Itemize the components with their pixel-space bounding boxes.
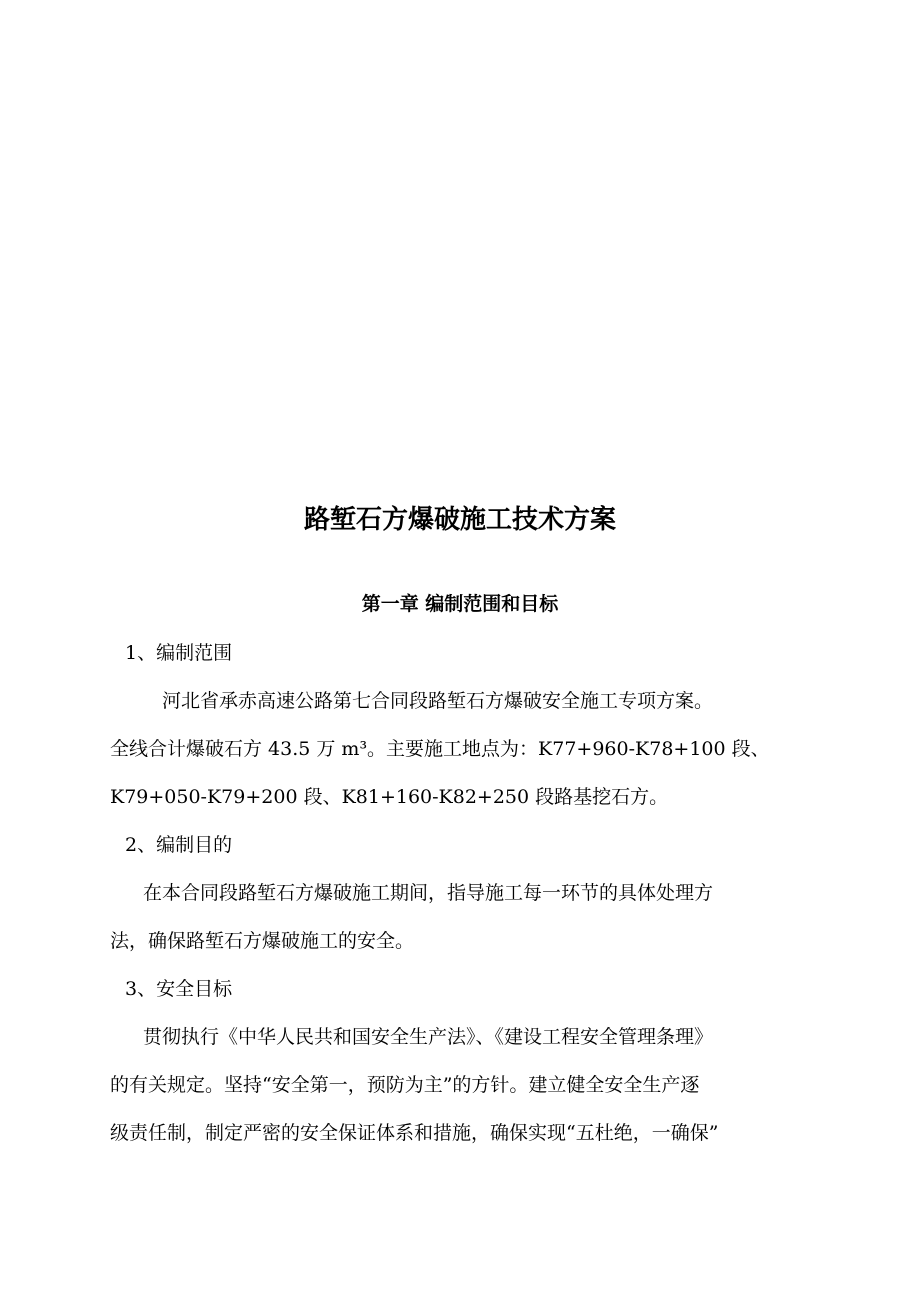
paragraph-line: K79+050-K79+200 段、K81+160-K82+250 段路基挖石方。 [110, 786, 669, 808]
paragraph-line: 全线合计爆破石方 43.5 万 m³。主要施工地点为：K77+960-K78+100 段、 [110, 738, 770, 760]
paragraph-line: 在本合同段路堑石方爆破施工期间，指导施工每一环节的具体处理方 [143, 882, 714, 904]
section-heading-purpose: 2、编制目的 [125, 834, 233, 856]
paragraph-line: 贯彻执行《中华人民共和国安全生产法》、《建设工程安全管理条理》 [143, 1026, 714, 1048]
section-heading-scope: 1、编制范围 [125, 642, 233, 664]
paragraph-line: 法，确保路堑石方爆破施工的安全。 [110, 930, 415, 952]
paragraph-line: 河北省承赤高速公路第七合同段路堑石方爆破安全施工专项方案。 [162, 690, 714, 712]
document-title: 路堑石方爆破施工技术方案 [303, 505, 616, 535]
paragraph-line: 的有关规定。坚持“安全第一，预防为主”的方针。建立健全安全生产逐 [110, 1074, 700, 1096]
paragraph-line: 级责任制，制定严密的安全保证体系和措施，确保实现“五杜绝，一确保” [110, 1122, 719, 1144]
chapter-heading: 第一章 编制范围和目标 [361, 593, 559, 615]
section-heading-safety-goal: 3、安全目标 [125, 978, 233, 1000]
